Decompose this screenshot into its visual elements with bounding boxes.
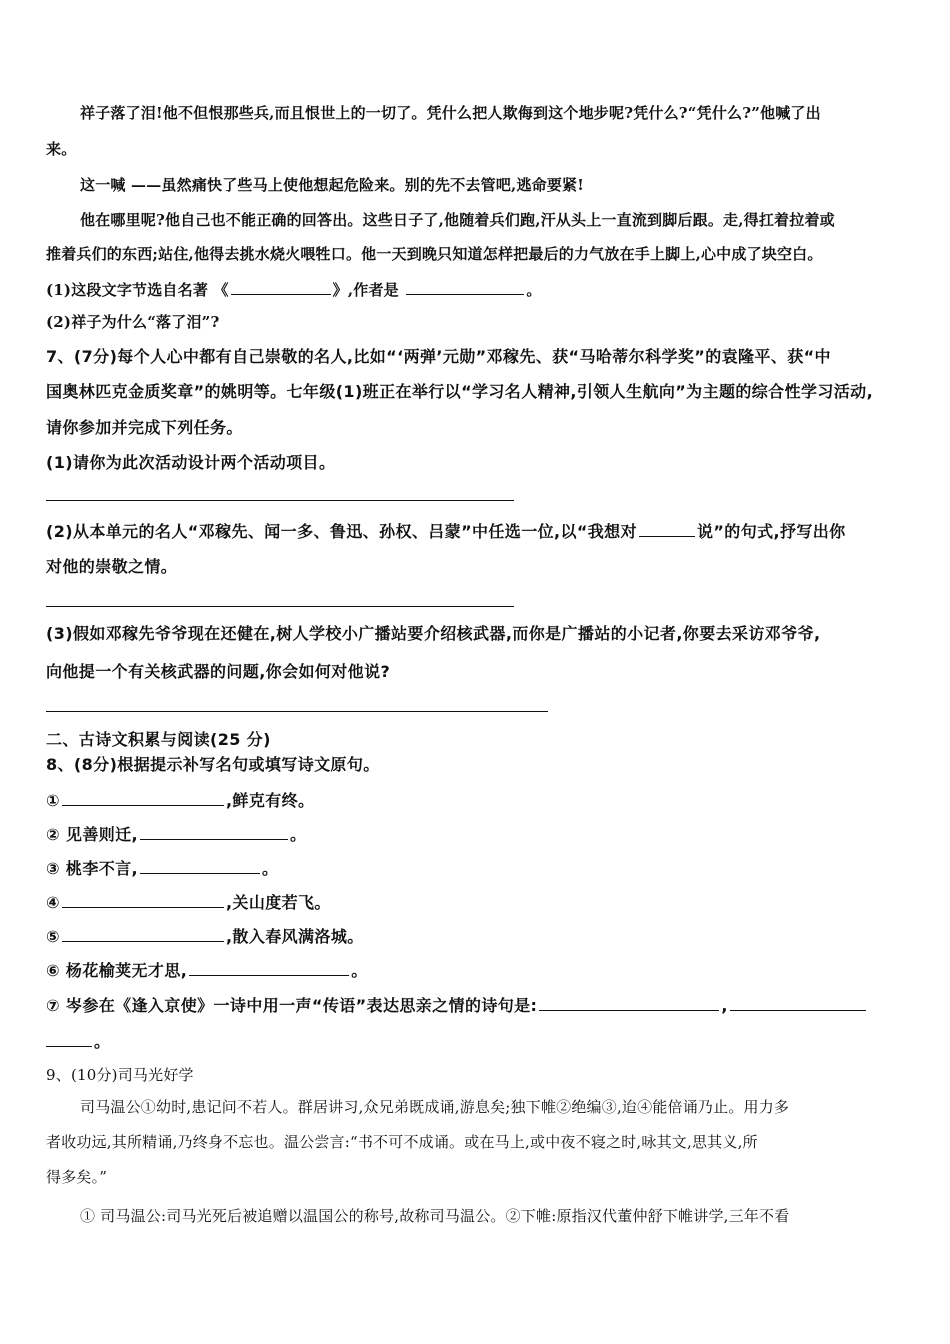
passage-line: 他在哪里呢?他自己也不能正确的回答出。这些日子了,他随着兵们跑,汗从头上一直流到脚后跟。走,得扛着拉着或 — [80, 211, 835, 229]
question-7-3: (3)假如邓稼先爷爷现在还健在,树人学校小广播站要介绍核武器,而你是广播站的小记者,你要去采访邓爷爷, — [46, 624, 821, 643]
question-9-title: 9、(10分)司马光好学 — [46, 1066, 194, 1084]
question-6-2: (2)祥子为什么“落了泪”? — [46, 313, 220, 331]
question-8-item-2 — [46, 823, 306, 845]
question-7-3-line: 向他提一个有关核武器的问题,你会如何对他说? — [46, 662, 391, 681]
question-7-line: 国奥林匹克金质奖章”的姚明等。七年级(1)班正在举行以“学习名人精神,引领人生航向”为主题的综合性学习活动, — [46, 382, 874, 401]
item-6-text: ⑥ 杨花榆荚无才思, — [46, 961, 188, 980]
passage-line: 这一喊 ——虽然痛快了些马上使他想起危险来。别的先不去管吧,逃命要紧! — [80, 176, 585, 194]
question-8-item-6 — [46, 959, 368, 981]
item-5-text: ,散入春风满洛城。 — [225, 927, 364, 946]
classical-text-line: 得多矣。” — [46, 1168, 108, 1186]
poem-blank-2[interactable] — [140, 823, 288, 840]
item-4-number: ④ — [46, 893, 60, 912]
item-1-text: ,鲜克有终。 — [225, 791, 315, 810]
classical-text-line: 司马温公①幼时,患记问不若人。群居讲习,众兄弟既成诵,游息矣;独下帷②绝编③,迨④能倍诵乃止。用力多 — [80, 1098, 790, 1116]
question-7-2-line: 对他的崇敬之情。 — [46, 557, 178, 576]
item-2-text: ② 见善则迁, — [46, 825, 138, 844]
poem-blank-7c[interactable] — [46, 1030, 92, 1047]
passage-line: 推着兵们的东西;站住,他得去挑水烧火喂牲口。他一天到晚只知道怎样把最后的力气放在手上脚上,心中成了块空白。 — [46, 245, 823, 263]
item-7-end: 。 — [94, 1032, 111, 1051]
question-6-1 — [46, 278, 542, 300]
question-7-2-suffix: 说”的句式,抒写出你 — [696, 522, 846, 541]
poem-blank-3[interactable] — [140, 857, 260, 874]
poem-blank-4[interactable] — [62, 891, 224, 908]
question-8-item-1 — [46, 789, 314, 811]
item-3-text: ③ 桃李不言, — [46, 859, 138, 878]
answer-line-7-1[interactable] — [46, 500, 514, 501]
section-heading: 二、古诗文积累与阅读(25 分) — [46, 730, 271, 749]
answer-line-7-2[interactable] — [46, 606, 514, 607]
poem-blank-7b[interactable] — [730, 994, 866, 1011]
question-7-2-prefix: (2)从本单元的名人“邓稼先、闻一多、鲁迅、孙权、吕蒙”中任选一位,以“我想对 — [46, 522, 637, 541]
question-7-line: 请你参加并完成下列任务。 — [46, 418, 243, 437]
item-1-number: ① — [46, 791, 60, 810]
annotation-line: ① 司马温公:司马光死后被追赠以温国公的称号,故称司马温公。②下帷:原指汉代董仲舒下帷讲学,三年不看 — [80, 1207, 790, 1225]
person-name-blank[interactable] — [639, 520, 695, 537]
item-3-end: 。 — [262, 859, 279, 878]
poem-blank-7a[interactable] — [539, 994, 719, 1011]
classical-text-line: 者收功远,其所精诵,乃终身不忘也。温公尝言:“书不可不成诵。或在马上,或中夜不寝之时,咏其文,思其义,所 — [46, 1133, 758, 1151]
question-8-item-3 — [46, 857, 278, 879]
question-8-item-7-cont — [46, 1030, 110, 1052]
item-6-end: 。 — [351, 961, 368, 980]
question-6-1-mid: 》,作者是 — [332, 281, 405, 299]
item-5-number: ⑤ — [46, 927, 60, 946]
item-7-text: ⑦ 岑参在《逢入京使》一诗中用一声“传语”表达思亲之情的诗句是: — [46, 996, 538, 1015]
book-title-blank[interactable] — [231, 278, 331, 295]
question-6-1-prefix: (1)这段文字节选自名著 《 — [46, 281, 229, 299]
question-8-title: 8、(8分)根据提示补写名句或填写诗文原句。 — [46, 755, 380, 774]
question-6-1-end: 。 — [526, 281, 542, 299]
question-8-item-4 — [46, 891, 331, 913]
question-8-item-7 — [46, 994, 868, 1016]
question-7-1: (1)请你为此次活动设计两个活动项目。 — [46, 453, 336, 472]
item-7-comma: , — [721, 996, 728, 1015]
question-7-line: 7、(7分)每个人心中都有自己崇敬的名人,比如“‘两弹’元勋”邓稼先、获“马哈蒂尔科学奖”的袁隆平、获“中 — [46, 347, 831, 366]
item-2-end: 。 — [290, 825, 307, 844]
question-8-item-5 — [46, 925, 364, 947]
passage-line: 祥子落了泪!他不但恨那些兵,而且恨世上的一切了。凭什么把人欺侮到这个地步呢?凭什么?“凭什么?”他喊了出 — [80, 104, 821, 122]
item-4-text: ,关山度若飞。 — [225, 893, 331, 912]
answer-line-7-3[interactable] — [46, 711, 548, 712]
poem-blank-6[interactable] — [189, 959, 349, 976]
poem-blank-5[interactable] — [62, 925, 224, 942]
author-blank[interactable] — [406, 278, 524, 295]
question-7-2 — [46, 520, 846, 542]
poem-blank-1[interactable] — [62, 789, 224, 806]
passage-line: 来。 — [46, 140, 77, 158]
